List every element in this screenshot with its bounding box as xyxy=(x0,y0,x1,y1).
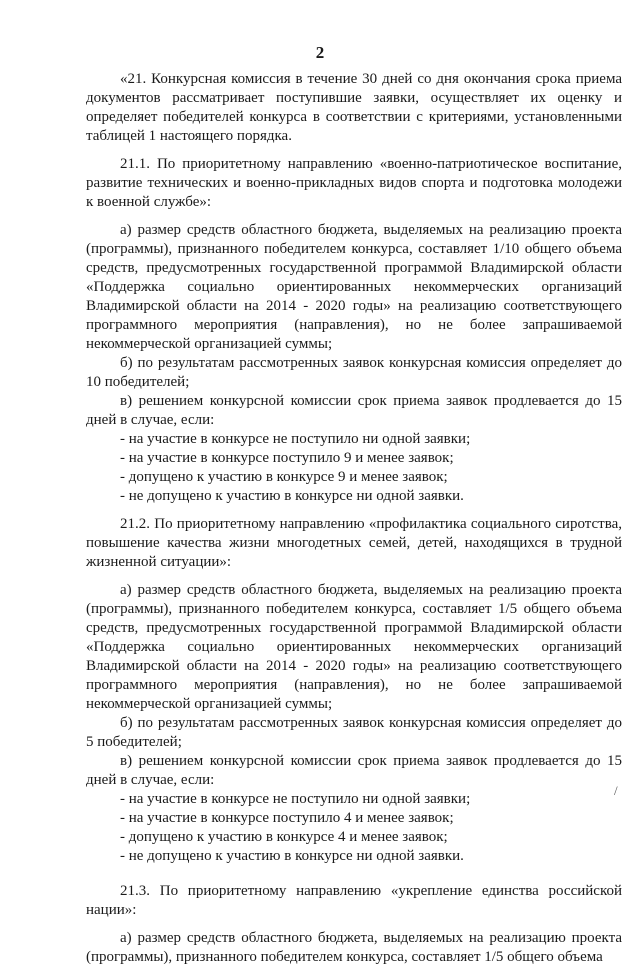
section-21-1-heading: 21.1. По приоритетному направлению «военно-патриотическое воспитание, развитие технических и военно-прикладных видов спорта и подготовка молодежи к военной службе»: xyxy=(86,156,622,210)
list-item: - на участие в конкурсе поступило 9 и менее заявок; xyxy=(120,450,454,466)
page-number: 2 xyxy=(315,43,325,62)
list-item: - на участие в конкурсе не поступило ни одной заявки; xyxy=(120,431,471,447)
section-21-1-point-c: в) решением конкурсной комиссии срок приема заявок продлевается до 15 дней в случае, если: xyxy=(86,393,622,428)
margin-mark: / xyxy=(614,783,618,798)
list-item: - на участие в конкурсе не поступило ни одной заявки; xyxy=(120,791,471,807)
intro-paragraph: «21. Конкурсная комиссия в течение 30 дней со дня окончания срока приема документов рассматривает поступившие заявки, осуществляет их оценку и определяет победителей конкурса в соответствии с критериями, установленными таблицей 1 настоящего порядка. xyxy=(86,71,622,144)
section-21-3-heading: 21.3. По приоритетному направлению «укрепление единства российской нации»: xyxy=(86,883,622,918)
list-item: - не допущено к участию в конкурсе ни одной заявки. xyxy=(120,848,464,864)
list-item: - не допущено к участию в конкурсе ни одной заявки. xyxy=(120,488,464,504)
section-21-2-point-c: в) решением конкурсной комиссии срок приема заявок продлевается до 15 дней в случае, если: xyxy=(86,753,622,788)
section-21-1-point-a: а) размер средств областного бюджета, выделяемых на реализацию проекта (программы), признанного победителем конкурса, составляет 1/10 общего объема средств, предусмотренных государственной программой Владимирской области «Поддержка социально ориентированных некоммерческих организаций Владимирской области на 2014 - 2020 годы» на реализацию соответствующего программного мероприятия (направления), но не более запрашиваемой некоммерческой организацией суммы; xyxy=(86,222,622,352)
section-21-2-point-b: б) по результатам рассмотренных заявок конкурсная комиссия определяет до 5 победителей; xyxy=(86,715,622,750)
list-item: - допущено к участию в конкурсе 9 и менее заявок; xyxy=(120,469,448,485)
section-21-1-point-b: б) по результатам рассмотренных заявок конкурсная комиссия определяет до 10 победителей; xyxy=(86,355,622,390)
list-item: - допущено к участию в конкурсе 4 и менее заявок; xyxy=(120,829,448,845)
section-21-3-point-a: а) размер средств областного бюджета, выделяемых на реализацию проекта (программы), признанного победителем конкурса, составляет 1/5 общего объема xyxy=(86,930,622,965)
document-body xyxy=(86,70,622,967)
section-21-2-heading: 21.2. По приоритетному направлению «профилактика социального сиротства, повышение качества жизни многодетных семей, детей, находящихся в трудной жизненной ситуации»: xyxy=(86,516,622,570)
list-item: - на участие в конкурсе поступило 4 и менее заявок; xyxy=(120,810,454,826)
section-21-2-point-a: а) размер средств областного бюджета, выделяемых на реализацию проекта (программы), признанного победителем конкурса, составляет 1/5 общего объема средств, предусмотренных государственной программой Владимирской области «Поддержка социально ориентированных некоммерческих организаций Владимирской области на 2014 - 2020 годы» на реализацию соответствующего программного мероприятия (направления), но не более запрашиваемой некоммерческой организацией суммы; xyxy=(86,582,622,712)
